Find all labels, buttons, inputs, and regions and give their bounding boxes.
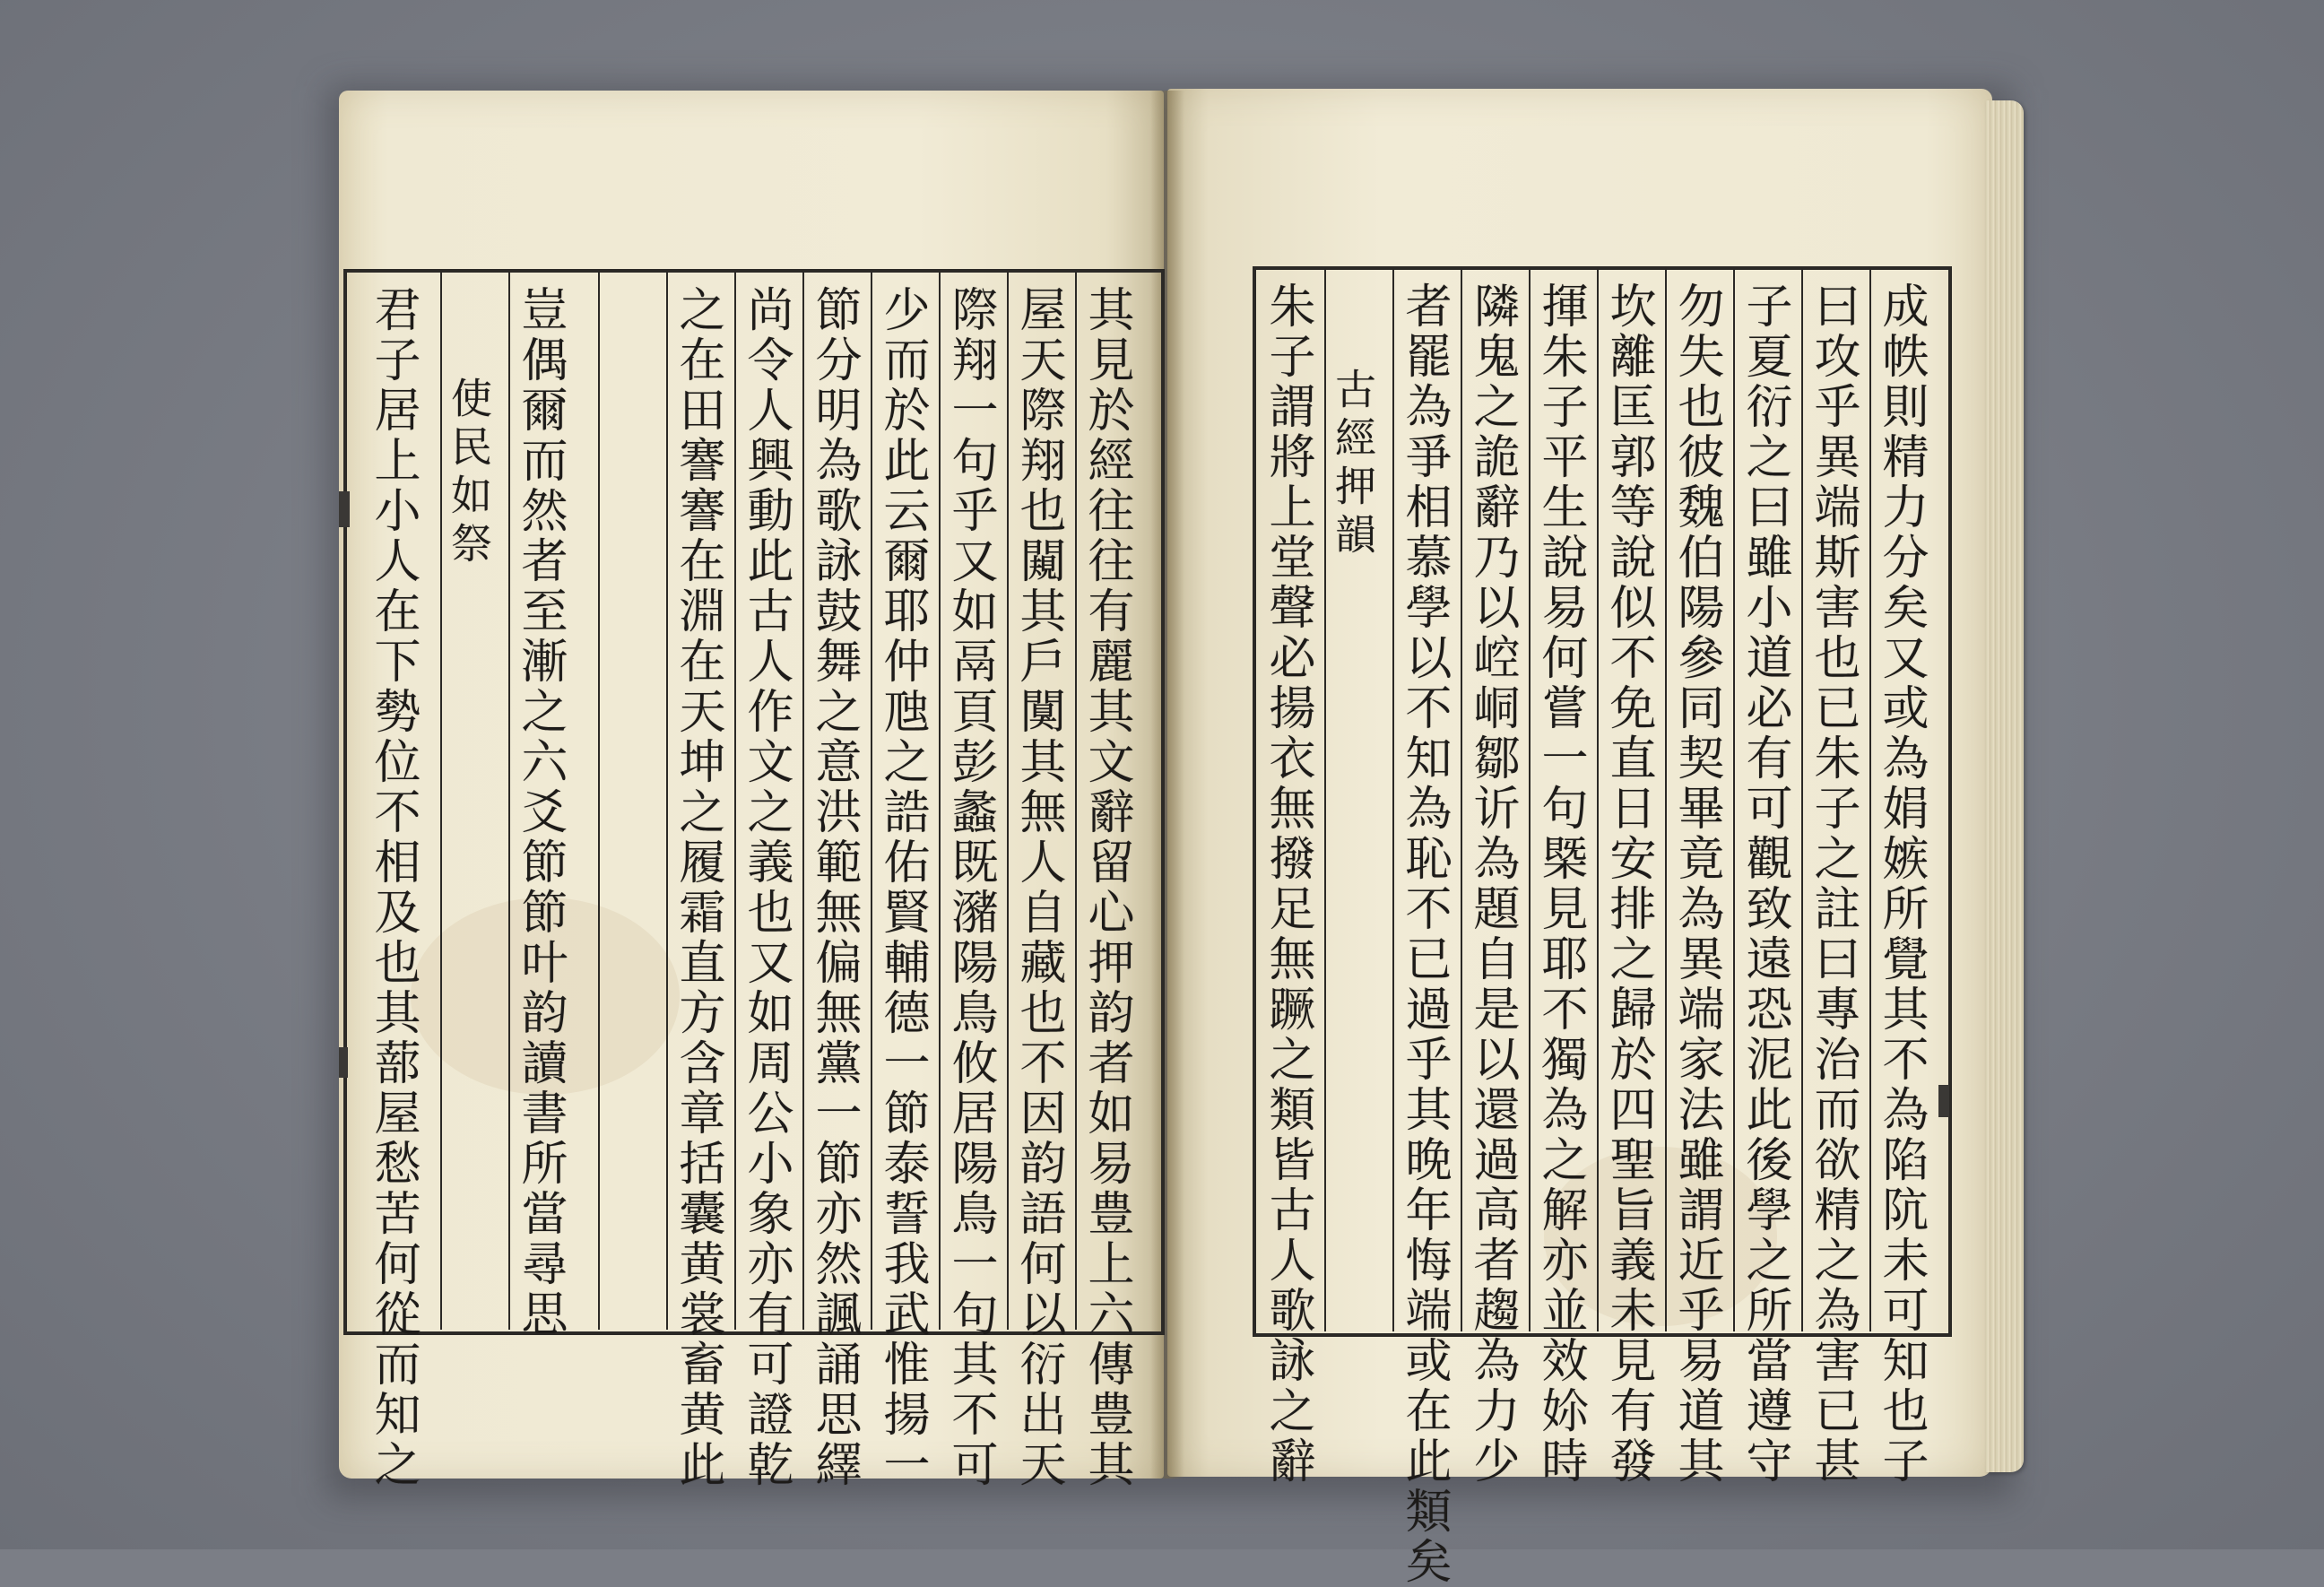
right-column-2: 曰攻乎異端斯害也已朱子之註曰專治而欲精之為害已甚 [1806,282,1860,1487]
column-rule [1869,268,1871,1331]
column-rule [939,271,941,1330]
right-column-3: 子夏衍之曰雖小道必有可觀致遠恐泥此後學之所當遵守 [1738,282,1791,1487]
column-rule [440,271,442,1330]
left-column-5: 節分明為歌詠鼓舞之意洪範無偏無黨一節亦然諷誦思繹 [807,285,861,1490]
column-rule [598,271,600,1330]
left-section-heading: 使民如祭 [445,377,493,570]
right-column-4: 勿失也彼魏伯陽參同契畢竟為異端家法雖謂近乎易道其 [1669,282,1723,1487]
left-column-6: 尚令人興動此古人作文之義也又如周公小象亦有可證乾 [739,285,793,1490]
left-column-1: 其見於經往往有麗其文辭留心押韵者如易豊上六傳豊其 [1080,285,1133,1490]
column-rule [1324,268,1326,1331]
column-rule [1665,268,1667,1331]
page-edges [1986,100,2024,1472]
right-column-6: 揮朱子平生說易何嘗一句槩見耶不獨為之解亦並效㚷時 [1533,282,1587,1487]
left-column-9: 君子居上小人在下勢位不相及也其蔀屋愁苦何從而知之 [366,285,420,1490]
column-rule [1597,268,1599,1331]
column-rule [734,271,736,1330]
column-rule [871,271,872,1330]
left-column-8: 豈偶爾而然者至漸之六爻節節叶韵讀書所當尋思 [513,285,567,1340]
column-rule [1075,271,1077,1330]
left-column-7: 之在田謇謇在淵在天坤之履霜直方含章括囊黄裳畜黄此 [671,285,724,1490]
right-column-5: 坎離匡郭等說似不免直日安排之歸於四聖旨義未見有發 [1601,282,1655,1487]
right-column-8: 者罷為爭相慕學以不知為恥不已過乎其晚年悔端或在此類矣 [1397,282,1451,1587]
column-rule [1733,268,1735,1331]
column-rule [508,271,510,1330]
left-column-3: 際翔一句乎又如鬲頁彭蠡既瀦陽鳥攸居陽鳥一句其不可 [943,285,997,1490]
column-rule [1801,268,1803,1331]
left-column-4: 少而於此云爾耶仲虺之誥佑賢輔德一節泰誓我武惟揚一 [875,285,929,1490]
right-column-9: 朱子謂將上堂聲必揚衣無撥足無蹶之類皆古人歌詠之辭 [1261,282,1314,1487]
right-column-7: 隣鬼之詭辭乃以崆峒鄒䜣為題自是以還過高者趨為力少 [1465,282,1519,1487]
margin-mark [339,491,350,527]
margin-mark [1938,1085,1949,1117]
column-rule [666,271,668,1330]
left-column-2: 屋天際翔也闚其戶闃其無人自藏也不因韵語何以衍出天 [1011,285,1065,1490]
column-rule [1392,268,1394,1331]
column-rule [1007,271,1009,1330]
column-rule [1461,268,1462,1331]
right-column-1: 成帙則精力分矣又或為娟嫉所覺其不為陷阬未可知也子 [1874,282,1928,1487]
right-section-heading: 古經押韻 [1329,368,1377,561]
margin-mark [339,1047,348,1078]
column-rule [1529,268,1531,1331]
column-rule [802,271,804,1330]
